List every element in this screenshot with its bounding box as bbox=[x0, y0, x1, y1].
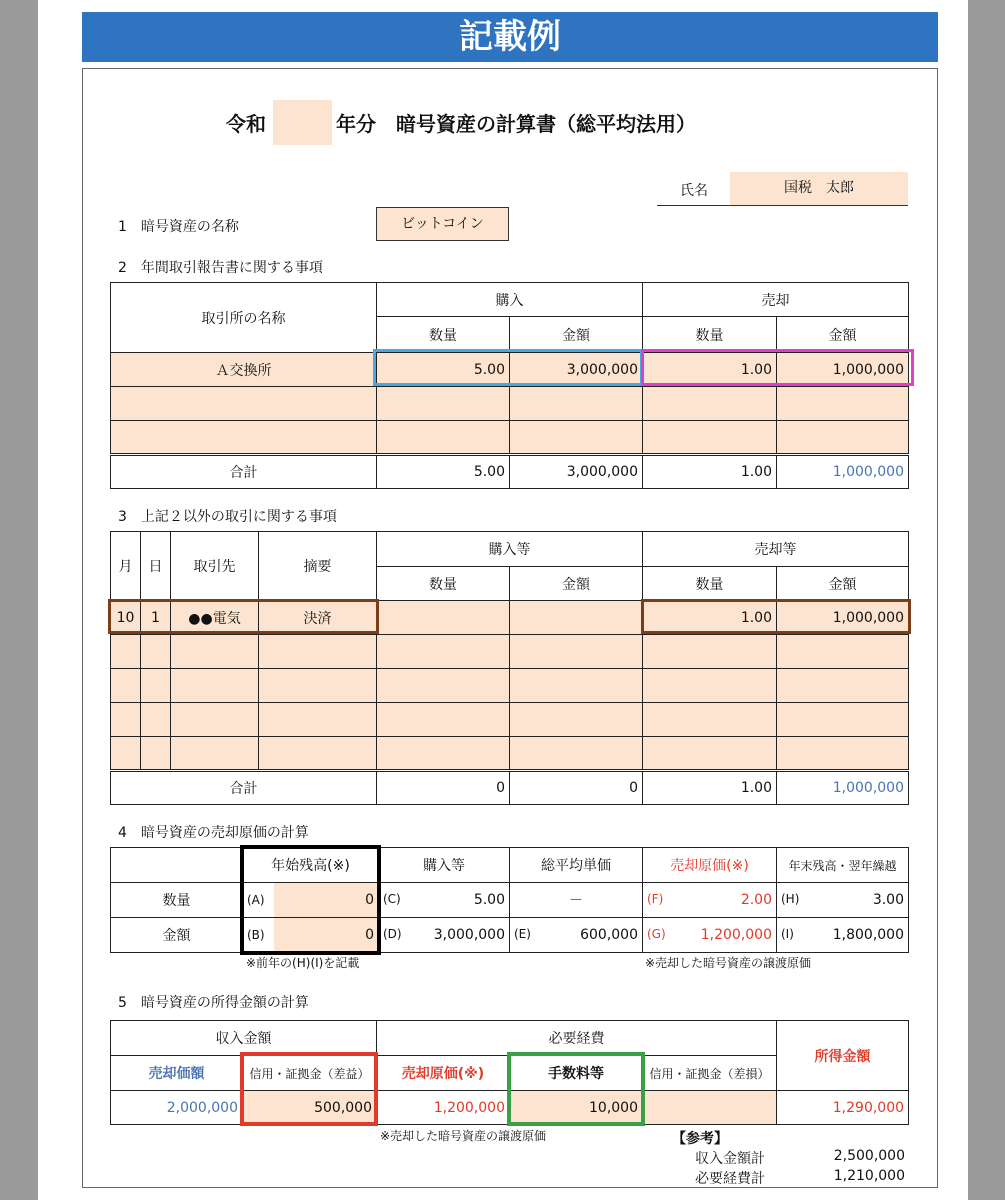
E-label: (E) bbox=[514, 927, 531, 941]
cell[interactable] bbox=[777, 635, 909, 669]
name-label: 氏名 bbox=[680, 183, 708, 199]
cell[interactable] bbox=[643, 703, 777, 737]
fee-value[interactable]: 10,000 bbox=[510, 1091, 643, 1125]
cell[interactable] bbox=[141, 703, 171, 737]
h-buy: 購入 bbox=[377, 283, 643, 317]
total-sell-qty: 1.00 bbox=[643, 455, 777, 489]
sell-highlight bbox=[641, 349, 914, 386]
table-row bbox=[111, 669, 909, 703]
right-margin bbox=[968, 0, 1005, 1200]
other-trades-table bbox=[110, 531, 909, 805]
cell[interactable] bbox=[111, 703, 141, 737]
cell[interactable] bbox=[111, 635, 141, 669]
title-text: 年分 暗号資産の計算書（総平均法用） bbox=[336, 112, 696, 136]
sell-amt[interactable]: 1,000,000 bbox=[777, 353, 909, 387]
note-previous-year: ※前年の(H)(I)を記載 bbox=[246, 956, 360, 970]
h-party: 取引先 bbox=[171, 532, 259, 601]
cell[interactable] bbox=[377, 421, 510, 455]
trade-info-highlight bbox=[108, 599, 379, 634]
s2-label: 2 年間取引報告書に関する事項 bbox=[118, 260, 323, 276]
cell[interactable] bbox=[259, 669, 377, 703]
buy-amt[interactable]: 3,000,000 bbox=[510, 353, 643, 387]
row-qty-label: 数量 bbox=[111, 883, 243, 918]
sell-qty[interactable]: 1.00 bbox=[643, 353, 777, 387]
day[interactable]: 1 bbox=[141, 601, 171, 635]
h-sale: 売却価額 bbox=[111, 1056, 243, 1091]
cell[interactable] bbox=[141, 737, 171, 771]
cell[interactable] bbox=[777, 669, 909, 703]
s5-label: 5 暗号資産の所得金額の計算 bbox=[118, 995, 309, 1011]
cell[interactable] bbox=[777, 387, 909, 421]
h-month: 月 bbox=[111, 532, 141, 601]
cell[interactable] bbox=[171, 737, 259, 771]
example-banner: 記載例 bbox=[82, 12, 938, 62]
total-buy-amt: 3,000,000 bbox=[510, 455, 643, 489]
sale-value: 2,000,000 bbox=[111, 1091, 243, 1125]
h-margin-loss: 信用・証拠金（差損） bbox=[643, 1056, 777, 1091]
cell[interactable] bbox=[510, 737, 643, 771]
cost-value: 1,200,000 bbox=[377, 1091, 510, 1125]
F-label: (F) bbox=[647, 892, 664, 906]
total-sell-amt: 1,000,000 bbox=[777, 455, 909, 489]
income-total-label: 収入金額計 bbox=[695, 1151, 765, 1167]
table-row bbox=[111, 387, 909, 421]
h-fee: 手数料等 bbox=[510, 1056, 643, 1091]
h-close: 年末残高・翌年繰越 bbox=[777, 848, 909, 883]
sell-amt[interactable]: 1,000,000 bbox=[777, 601, 909, 635]
exchange-name[interactable]: Ａ交換所 bbox=[111, 353, 377, 387]
D-label: (D) bbox=[383, 927, 402, 941]
cell[interactable] bbox=[111, 421, 377, 455]
C-value: 5.00 bbox=[473, 892, 505, 908]
h-desc: 摘要 bbox=[259, 532, 377, 601]
asset-name-field[interactable]: ビットコイン bbox=[376, 207, 509, 241]
profit-value: 1,290,000 bbox=[777, 1091, 909, 1125]
opening-balance-highlight bbox=[240, 845, 381, 955]
total-sell-qty: 1.00 bbox=[643, 771, 777, 805]
margin-loss-value[interactable] bbox=[643, 1091, 777, 1125]
total-row bbox=[111, 771, 909, 805]
C-label: (C) bbox=[383, 892, 401, 906]
h-margin-gain: 信用・証拠金（差益） bbox=[243, 1056, 377, 1091]
cell[interactable] bbox=[171, 669, 259, 703]
h-open: 年始残高(※) bbox=[243, 848, 379, 883]
buy-highlight bbox=[373, 349, 643, 386]
total-buy-amt: 0 bbox=[510, 771, 643, 805]
D-value: 3,000,000 bbox=[433, 927, 505, 943]
cell[interactable] bbox=[510, 601, 643, 635]
cell[interactable] bbox=[510, 703, 643, 737]
year-field[interactable] bbox=[273, 100, 332, 145]
cell[interactable] bbox=[643, 737, 777, 771]
note-cost-2: ※売却した暗号資産の譲渡原価 bbox=[380, 1129, 547, 1143]
H-label: (H) bbox=[781, 892, 800, 906]
margin-gain-value[interactable]: 500,000 bbox=[243, 1091, 377, 1125]
month[interactable]: 10 bbox=[111, 601, 141, 635]
name-underline bbox=[657, 205, 908, 206]
table-row bbox=[111, 421, 909, 455]
F-value: 2.00 bbox=[740, 892, 772, 908]
cell[interactable] bbox=[259, 737, 377, 771]
cell[interactable] bbox=[643, 669, 777, 703]
buy-qty[interactable]: 5.00 bbox=[377, 353, 510, 387]
total-row bbox=[111, 455, 909, 489]
cell[interactable] bbox=[377, 635, 510, 669]
cell[interactable] bbox=[643, 387, 777, 421]
E-value: 600,000 bbox=[580, 927, 638, 943]
cell[interactable] bbox=[510, 635, 643, 669]
B-label: (B) bbox=[247, 928, 265, 942]
h-day: 日 bbox=[141, 532, 171, 601]
s3-label: 3 上記２以外の取引に関する事項 bbox=[118, 509, 337, 525]
total-buy-qty: 0 bbox=[377, 771, 510, 805]
cell[interactable] bbox=[111, 737, 141, 771]
h-profit: 所得金額 bbox=[777, 1021, 909, 1091]
h-buy: 購入等 bbox=[377, 532, 643, 567]
A-value[interactable]: 0 bbox=[274, 883, 378, 917]
sell-qty[interactable]: 1.00 bbox=[643, 601, 777, 635]
cell[interactable] bbox=[510, 421, 643, 455]
cost-calc-table bbox=[110, 847, 909, 953]
trade-sell-highlight bbox=[641, 599, 911, 634]
h-cost: 売却原価(※) bbox=[643, 848, 777, 883]
desc[interactable]: 決済 bbox=[259, 601, 377, 635]
cell[interactable] bbox=[377, 669, 510, 703]
cell[interactable] bbox=[171, 635, 259, 669]
h-expense: 必要経費 bbox=[377, 1021, 777, 1056]
cell[interactable] bbox=[111, 669, 141, 703]
h-buy-qty: 数量 bbox=[377, 317, 510, 353]
fee-highlight bbox=[507, 1052, 645, 1126]
cell[interactable] bbox=[377, 601, 510, 635]
cell[interactable] bbox=[259, 703, 377, 737]
avg-qty: － bbox=[510, 883, 643, 918]
h-income: 収入金額 bbox=[111, 1021, 377, 1056]
h-buy-amt: 金額 bbox=[510, 317, 643, 353]
note-cost: ※売却した暗号資産の譲渡原価 bbox=[645, 956, 812, 970]
cell[interactable] bbox=[643, 421, 777, 455]
cell[interactable] bbox=[259, 635, 377, 669]
h-sell: 売却 bbox=[643, 283, 909, 317]
G-label: (G) bbox=[647, 927, 666, 941]
total-buy-qty: 5.00 bbox=[377, 455, 510, 489]
expense-total-label: 必要経費計 bbox=[695, 1171, 765, 1187]
party[interactable]: ●●電気 bbox=[171, 601, 259, 635]
A-label: (A) bbox=[247, 893, 265, 907]
h-sell-amt: 金額 bbox=[777, 567, 909, 601]
cell[interactable] bbox=[643, 635, 777, 669]
total-label: 合計 bbox=[111, 455, 377, 489]
h-sell-qty: 数量 bbox=[643, 317, 777, 353]
table-row bbox=[111, 703, 909, 737]
I-label: (I) bbox=[781, 927, 794, 941]
h-avg: 総平均単価 bbox=[510, 848, 643, 883]
expense-total: 1,210,000 bbox=[833, 1168, 905, 1184]
h-buy-qty: 数量 bbox=[377, 567, 510, 601]
cell[interactable] bbox=[777, 737, 909, 771]
h-sell-amt: 金額 bbox=[777, 317, 909, 353]
H-value: 3.00 bbox=[872, 892, 904, 908]
h-buy: 購入等 bbox=[379, 848, 510, 883]
cell[interactable] bbox=[141, 669, 171, 703]
table-row bbox=[111, 737, 909, 771]
reference-label: 【参考】 bbox=[672, 1131, 728, 1147]
h-cost: 売却原価(※) bbox=[377, 1056, 510, 1091]
title-prefix: 令和 bbox=[226, 112, 266, 136]
table-row bbox=[111, 635, 909, 669]
h-exchange: 取引所の名称 bbox=[111, 283, 377, 353]
B-value[interactable]: 0 bbox=[274, 918, 378, 952]
h-sell: 売却等 bbox=[643, 532, 909, 567]
blank bbox=[111, 848, 243, 883]
margin-gain-highlight bbox=[240, 1052, 378, 1126]
I-value: 1,800,000 bbox=[832, 927, 904, 943]
cell[interactable] bbox=[510, 669, 643, 703]
cell[interactable] bbox=[377, 737, 510, 771]
h-sell-qty: 数量 bbox=[643, 567, 777, 601]
total-sell-amt: 1,000,000 bbox=[777, 771, 909, 805]
cell[interactable] bbox=[377, 387, 510, 421]
name-field[interactable]: 国税 太郎 bbox=[730, 172, 908, 205]
G-value: 1,200,000 bbox=[700, 927, 772, 943]
cell[interactable] bbox=[377, 703, 510, 737]
cell[interactable] bbox=[171, 703, 259, 737]
left-margin bbox=[0, 0, 38, 1200]
cell[interactable] bbox=[777, 421, 909, 455]
total-label: 合計 bbox=[111, 771, 377, 805]
cell[interactable] bbox=[510, 387, 643, 421]
cell[interactable] bbox=[111, 387, 377, 421]
cell[interactable] bbox=[777, 703, 909, 737]
s1-label: 1 暗号資産の名称 bbox=[118, 219, 239, 235]
row-amt-label: 金額 bbox=[111, 918, 243, 953]
cell[interactable] bbox=[141, 635, 171, 669]
income-total: 2,500,000 bbox=[833, 1148, 905, 1164]
s4-label: 4 暗号資産の売却原価の計算 bbox=[118, 825, 309, 841]
h-buy-amt: 金額 bbox=[510, 567, 643, 601]
